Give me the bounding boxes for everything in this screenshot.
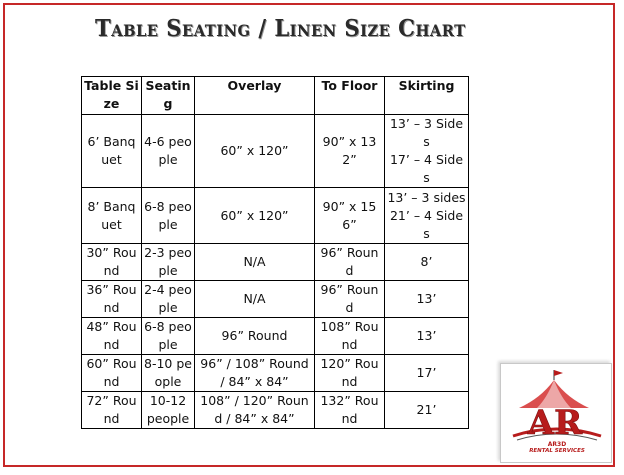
cell-table-size: 6’ Banquet [82,115,142,188]
table-row [82,392,469,429]
cell-to-floor: 96” Round [315,281,385,318]
cell-seating: 6-8 people [142,318,195,355]
page-title: Table Seating / Linen Size Chart [95,15,466,42]
cell-table-size: 30” Round [82,244,142,281]
table-row [82,244,469,281]
table-row [82,318,469,355]
cell-table-size: 8’ Banquet [82,188,142,244]
cell-table-size: 48” Round [82,318,142,355]
cell-seating: 10-12 people [142,392,195,429]
cell-skirting [385,115,469,188]
skirting-line: 13’ – 3 sides [387,189,466,205]
cell-skirting: 17’ [385,355,469,392]
cell-overlay: 108” / 120” Round / 84” x 84” [195,392,315,429]
cell-seating: 4-6 people [142,115,195,188]
cell-overlay: 96” Round [195,318,315,355]
header-to-floor: To Floor [315,77,385,115]
cell-to-floor: 90” x 132” [315,115,385,188]
cell-seating: 2-3 people [142,244,195,281]
skirting-line: 17’ – 4 Sides [389,152,464,185]
cell-to-floor: 96” Round [315,244,385,281]
logo-name: AR3D [547,441,567,448]
company-logo [500,363,612,463]
table-header-row [82,77,469,115]
cell-skirting [385,188,469,244]
cell-skirting: 13’ [385,318,469,355]
table-row [82,281,469,318]
linen-size-table [81,76,469,429]
table-row [82,355,469,392]
skirting-line: 13’ – 3 Sides [389,116,464,149]
cell-skirting: 8’ [385,244,469,281]
cell-to-floor: 132” Round [315,392,385,429]
cell-to-floor: 120” Round [315,355,385,392]
logo-tagline: RENTAL SERVICES [529,448,585,454]
cell-table-size: 60” Round [82,355,142,392]
cell-skirting: 13’ [385,281,469,318]
cell-to-floor: 90” x 156” [315,188,385,244]
cell-seating: 6-8 people [142,188,195,244]
cell-to-floor: 108” Round [315,318,385,355]
cell-overlay: 60” x 120” [195,188,315,244]
cell-table-size: 72” Round [82,392,142,429]
cell-seating: 2-4 people [142,281,195,318]
header-overlay: Overlay [195,77,315,115]
logo-letters: AR [527,403,583,443]
cell-overlay: N/A [195,281,315,318]
table-row [82,188,469,244]
header-seating: Seating [142,77,195,115]
cell-overlay: 96” / 108” Round / 84” x 84” [195,355,315,392]
cell-table-size: 36” Round [82,281,142,318]
table-row [82,115,469,188]
cell-seating: 8-10 people [142,355,195,392]
cell-overlay: N/A [195,244,315,281]
skirting-line: 21’ – 4 Sides [389,207,464,241]
header-table-size: Table Size [82,77,142,115]
cell-overlay: 60” x 120” [195,115,315,188]
header-skirting: Skirting [385,77,469,115]
cell-skirting: 21’ [385,392,469,429]
